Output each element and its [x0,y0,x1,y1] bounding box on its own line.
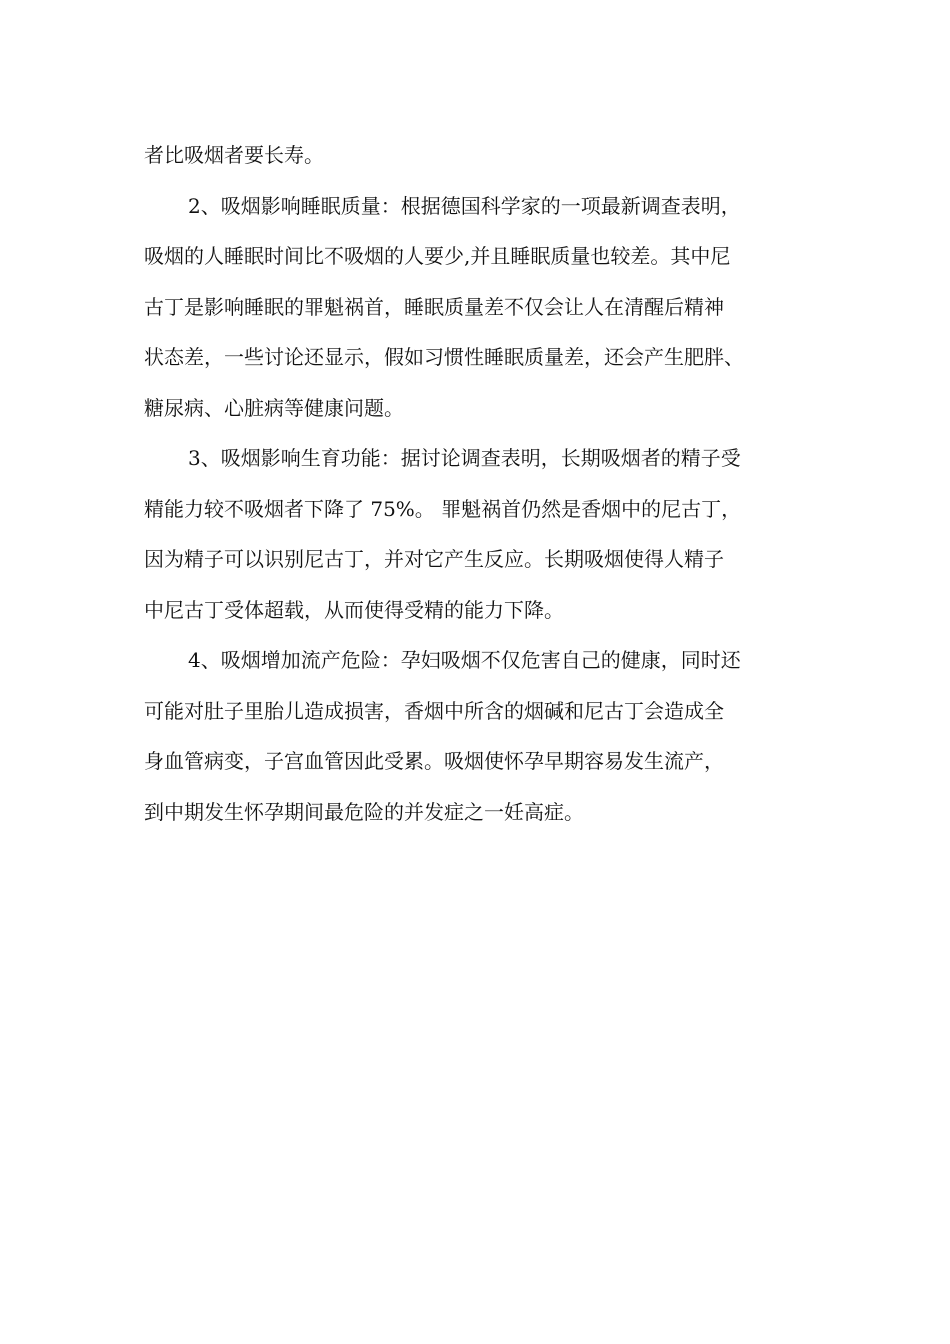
text-line: 者比吸烟者要长寿。 [144,143,324,167]
paragraph-start-line: 2、吸烟影响睡眠质量：根据德国科学家的一项最新调查表明， [188,193,741,218]
text-line: 可能对肚子里胎儿造成损害，香烟中所含的烟碱和尼古丁会造成全 [144,698,724,723]
text-line: 精能力较不吸烟者下降了 75%。 罪魁祸首仍然是香烟中的尼古丁， [144,496,742,521]
text-line: 古丁是影响睡眠的罪魁祸首，睡眠质量差不仅会让人在清醒后精神 [144,294,724,319]
text-line: 吸烟的人睡眠时间比不吸烟的人要少,并且睡眠质量也较差。其中尼 [144,244,731,268]
text-line: 因为精子可以识别尼古丁，并对它产生反应。长期吸烟使得人精子 [144,547,724,571]
paragraph-start-line: 4、吸烟增加流产危险：孕妇吸烟不仅危害自己的健康，同时还 [188,648,741,672]
text-line: 身血管病变，子宫血管因此受累。吸烟使怀孕早期容易发生流产， [144,749,724,773]
text-line: 到中期发生怀孕期间最危险的并发症之一妊高症。 [144,799,584,824]
text-line: 中尼古丁受体超载，从而使得受精的能力下降。 [144,597,564,622]
text-line: 糖尿病、心脏病等健康问题。 [144,395,404,420]
text-line: 状态差，一些讨论还显示，假如习惯性睡眠质量差，还会产生肥胖、 [144,345,744,369]
paragraph-start-line: 3、吸烟影响生育功能：据讨论调查表明，长期吸烟者的精子受 [188,446,741,470]
document-body [144,130,834,837]
